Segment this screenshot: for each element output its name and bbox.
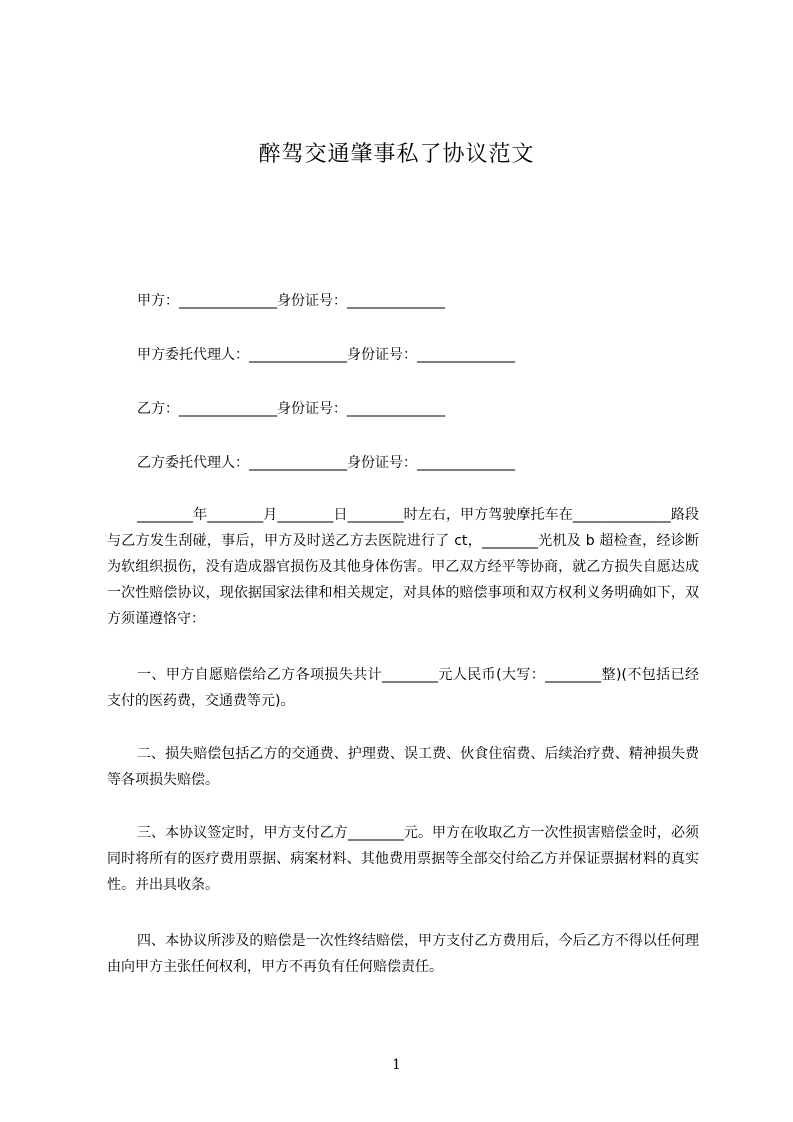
party-b-line: 乙方：______________身份证号：______________	[137, 401, 445, 417]
document-title: 醉驾交通肇事私了协议范文	[258, 142, 535, 167]
clause-4-paragraph: 四、本协议所涉及的赔偿是一次性终结赔偿，甲方支付乙方费用后，今后乙方不得以任何理由向甲方主张任何权利，甲方不再负有任何赔偿责任。	[107, 933, 699, 975]
clause-1-paragraph: 一、甲方自愿赔偿给乙方各项损失共计________元人民币(大写：________整)(不包括已经支付的医药费，交通费等元)。	[107, 667, 699, 709]
clause-3-paragraph: 三、本协议签定时，甲方支付乙方________元。甲方在收取乙方一次性损害赔偿金时，必须同时将所有的医疗费用票据、病案材料、其他费用票据等全部交付给乙方并保证票据材料的真实性。并出具收条。	[107, 825, 699, 893]
party-a-line: 甲方：______________身份证号：______________	[137, 293, 445, 309]
accident-description-paragraph: ________年________月________日________时左右，甲方驾驶摩托车在______________路段与乙方发生刮碰，事后，甲方及时送乙方去医院进行了 ct，________光机及 b 超检查，经诊断为软组织损伤，没有造成器官损伤及其他身体伤害。甲乙双方经平等协商，就乙方损失自愿达成一次性赔偿协议，现依据国家法律和相关规定，对具体的赔偿事项和双方权利义务明确如下，双方须谨遵恪守：	[107, 507, 699, 627]
party-a-agent-line: 甲方委托代理人：______________身份证号：______________	[137, 347, 515, 363]
page-number: 1	[392, 1057, 401, 1073]
clause-2-paragraph: 二、损失赔偿包括乙方的交通费、护理费、误工费、伙食住宿费、后续治疗费、精神损失费等各项损失赔偿。	[107, 746, 699, 788]
party-b-agent-line: 乙方委托代理人：______________身份证号：______________	[137, 455, 515, 471]
